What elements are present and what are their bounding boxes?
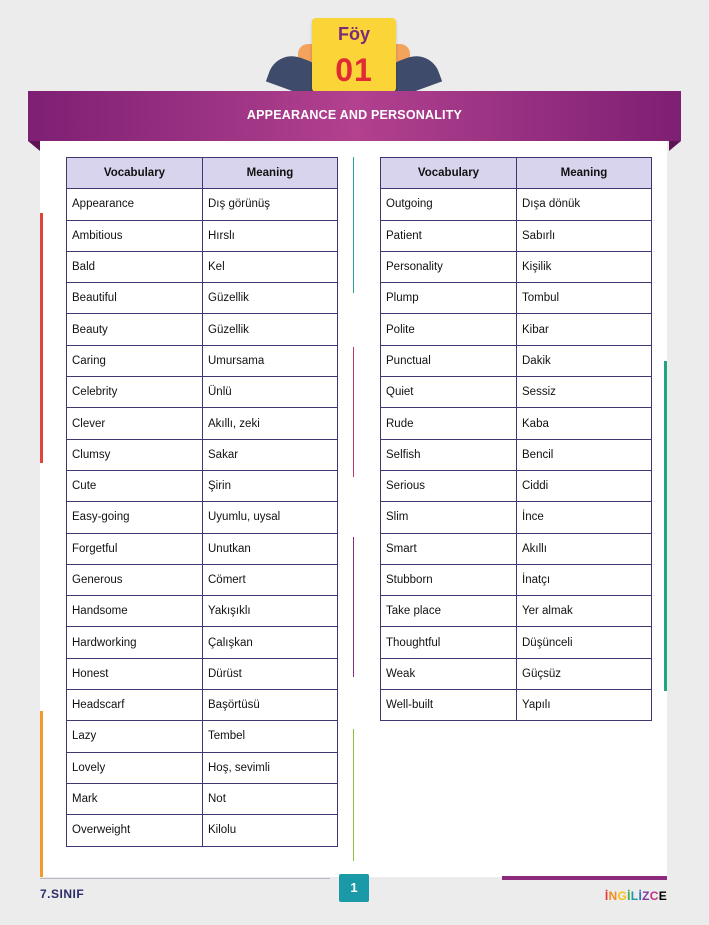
meaning-cell: Başörtüsü bbox=[203, 690, 338, 721]
column-header-meaning: Meaning bbox=[203, 158, 338, 189]
table-row bbox=[67, 251, 338, 282]
page-number: 1 bbox=[339, 874, 369, 902]
table-row bbox=[381, 533, 652, 564]
vocabulary-cell: Beautiful bbox=[67, 283, 203, 314]
meaning-cell: Dürüst bbox=[203, 658, 338, 689]
table-row bbox=[67, 596, 338, 627]
footer-line-left bbox=[40, 878, 330, 879]
vocabulary-cell: Outgoing bbox=[381, 189, 517, 220]
meaning-cell: İnce bbox=[517, 502, 652, 533]
meaning-cell: Şirin bbox=[203, 470, 338, 501]
table-row bbox=[381, 658, 652, 689]
meaning-cell: Güzellik bbox=[203, 283, 338, 314]
table-row bbox=[67, 439, 338, 470]
vocabulary-cell: Punctual bbox=[381, 345, 517, 376]
table-row bbox=[67, 533, 338, 564]
table-header-row bbox=[67, 158, 338, 189]
vocabulary-cell: Personality bbox=[381, 251, 517, 282]
vocabulary-cell: Weak bbox=[381, 658, 517, 689]
meaning-cell: Dakik bbox=[517, 345, 652, 376]
sheet-sign bbox=[312, 18, 396, 92]
meaning-cell: Unutkan bbox=[203, 533, 338, 564]
vocabulary-cell: Patient bbox=[381, 220, 517, 251]
page-title: APPEARANCE AND PERSONALITY bbox=[246, 108, 463, 122]
banner-fold-right bbox=[669, 141, 681, 151]
meaning-cell: Kibar bbox=[517, 314, 652, 345]
vocabulary-cell: Forgetful bbox=[67, 533, 203, 564]
table-row bbox=[67, 721, 338, 752]
table-row bbox=[67, 408, 338, 439]
meaning-cell: Güzellik bbox=[203, 314, 338, 345]
vocabulary-cell: Plump bbox=[381, 283, 517, 314]
table-row bbox=[67, 377, 338, 408]
vocabulary-cell: Polite bbox=[381, 314, 517, 345]
accent-bar-red-mid bbox=[353, 347, 354, 477]
vocabulary-table-right bbox=[380, 157, 652, 721]
meaning-cell: Yakışıklı bbox=[203, 596, 338, 627]
table-row bbox=[381, 564, 652, 595]
meaning-cell: Kilolu bbox=[203, 815, 338, 846]
table-row bbox=[67, 345, 338, 376]
vocabulary-cell: Appearance bbox=[67, 189, 203, 220]
vocabulary-cell: Slim bbox=[381, 502, 517, 533]
meaning-cell: Kişilik bbox=[517, 251, 652, 282]
meaning-cell: Hırslı bbox=[203, 220, 338, 251]
table-row bbox=[381, 377, 652, 408]
table-header-row bbox=[381, 158, 652, 189]
vocabulary-cell: Easy-going bbox=[67, 502, 203, 533]
meaning-cell: Dışa dönük bbox=[517, 189, 652, 220]
vocabulary-cell: Selfish bbox=[381, 439, 517, 470]
table-row bbox=[67, 658, 338, 689]
meaning-cell: Düşünceli bbox=[517, 627, 652, 658]
table-row bbox=[381, 220, 652, 251]
accent-bar-lime-mid bbox=[353, 729, 354, 861]
table-row bbox=[381, 283, 652, 314]
meaning-cell: Ciddi bbox=[517, 470, 652, 501]
vocabulary-cell: Rude bbox=[381, 408, 517, 439]
table-row bbox=[381, 439, 652, 470]
meaning-cell: Not bbox=[203, 783, 338, 814]
table-row bbox=[67, 564, 338, 595]
subject-label: İNGİLİZCE bbox=[604, 889, 667, 903]
content-card bbox=[40, 141, 667, 877]
vocabulary-cell: Clever bbox=[67, 408, 203, 439]
vocabulary-cell: Thoughtful bbox=[381, 627, 517, 658]
column-header-meaning: Meaning bbox=[517, 158, 652, 189]
vocabulary-cell: Honest bbox=[67, 658, 203, 689]
sheet-label: Föy bbox=[337, 24, 370, 44]
column-header-vocabulary: Vocabulary bbox=[381, 158, 517, 189]
table-row bbox=[381, 690, 652, 721]
meaning-cell: Sabırlı bbox=[517, 220, 652, 251]
table-row bbox=[67, 470, 338, 501]
table-row bbox=[67, 189, 338, 220]
meaning-cell: Sessiz bbox=[517, 377, 652, 408]
table-row bbox=[67, 502, 338, 533]
table-row bbox=[381, 408, 652, 439]
table-row bbox=[67, 752, 338, 783]
table-row bbox=[67, 815, 338, 846]
table-row bbox=[67, 283, 338, 314]
vocabulary-cell: Celebrity bbox=[67, 377, 203, 408]
table-row bbox=[381, 189, 652, 220]
meaning-cell: Sakar bbox=[203, 439, 338, 470]
table-row bbox=[381, 502, 652, 533]
meaning-cell: Bencil bbox=[517, 439, 652, 470]
accent-bar-orange bbox=[40, 711, 43, 877]
meaning-cell: Kel bbox=[203, 251, 338, 282]
meaning-cell: Hoş, sevimli bbox=[203, 752, 338, 783]
meaning-cell: Dış görünüş bbox=[203, 189, 338, 220]
meaning-cell: Güçsüz bbox=[517, 658, 652, 689]
vocabulary-cell: Ambitious bbox=[67, 220, 203, 251]
vocabulary-cell: Quiet bbox=[381, 377, 517, 408]
title-banner bbox=[28, 91, 681, 141]
meaning-cell: Ünlü bbox=[203, 377, 338, 408]
accent-bar-green-1 bbox=[353, 157, 354, 293]
vocabulary-cell: Well-built bbox=[381, 690, 517, 721]
vocabulary-cell: Overweight bbox=[67, 815, 203, 846]
sheet-number: 01 bbox=[335, 52, 373, 88]
vocabulary-cell: Mark bbox=[67, 783, 203, 814]
vocabulary-cell: Bald bbox=[67, 251, 203, 282]
vocabulary-cell: Serious bbox=[381, 470, 517, 501]
accent-bar-red bbox=[40, 213, 43, 463]
table-row bbox=[67, 783, 338, 814]
table-row bbox=[381, 627, 652, 658]
table-row bbox=[381, 470, 652, 501]
meaning-cell: Umursama bbox=[203, 345, 338, 376]
vocabulary-cell: Clumsy bbox=[67, 439, 203, 470]
meaning-cell: Uyumlu, uysal bbox=[203, 502, 338, 533]
vocabulary-cell: Lazy bbox=[67, 721, 203, 752]
footer-line-right bbox=[502, 876, 667, 880]
accent-bar-teal bbox=[664, 361, 667, 691]
table-row bbox=[381, 345, 652, 376]
meaning-cell: Akıllı, zeki bbox=[203, 408, 338, 439]
table-row bbox=[67, 690, 338, 721]
meaning-cell: İnatçı bbox=[517, 564, 652, 595]
meaning-cell: Çalışkan bbox=[203, 627, 338, 658]
vocabulary-cell: Hardworking bbox=[67, 627, 203, 658]
meaning-cell: Yapılı bbox=[517, 690, 652, 721]
banner-fold-left bbox=[28, 141, 40, 151]
vocabulary-cell: Smart bbox=[381, 533, 517, 564]
table-row bbox=[67, 314, 338, 345]
table-row bbox=[381, 251, 652, 282]
vocabulary-cell: Caring bbox=[67, 345, 203, 376]
meaning-cell: Tombul bbox=[517, 283, 652, 314]
meaning-cell: Yer almak bbox=[517, 596, 652, 627]
table-row bbox=[381, 314, 652, 345]
meaning-cell: Cömert bbox=[203, 564, 338, 595]
vocabulary-cell: Headscarf bbox=[67, 690, 203, 721]
vocabulary-cell: Beauty bbox=[67, 314, 203, 345]
vocabulary-table-left bbox=[66, 157, 338, 847]
table-row bbox=[67, 627, 338, 658]
vocabulary-cell: Handsome bbox=[67, 596, 203, 627]
vocabulary-cell: Take place bbox=[381, 596, 517, 627]
table-row bbox=[381, 596, 652, 627]
vocabulary-cell: Cute bbox=[67, 470, 203, 501]
meaning-cell: Kaba bbox=[517, 408, 652, 439]
meaning-cell: Akıllı bbox=[517, 533, 652, 564]
grade-label: 7.SINIF bbox=[40, 887, 85, 901]
meaning-cell: Tembel bbox=[203, 721, 338, 752]
table-row bbox=[67, 220, 338, 251]
vocabulary-cell: Stubborn bbox=[381, 564, 517, 595]
accent-bar-purple-mid bbox=[353, 537, 354, 677]
vocabulary-cell: Lovely bbox=[67, 752, 203, 783]
vocabulary-cell: Generous bbox=[67, 564, 203, 595]
column-header-vocabulary: Vocabulary bbox=[67, 158, 203, 189]
